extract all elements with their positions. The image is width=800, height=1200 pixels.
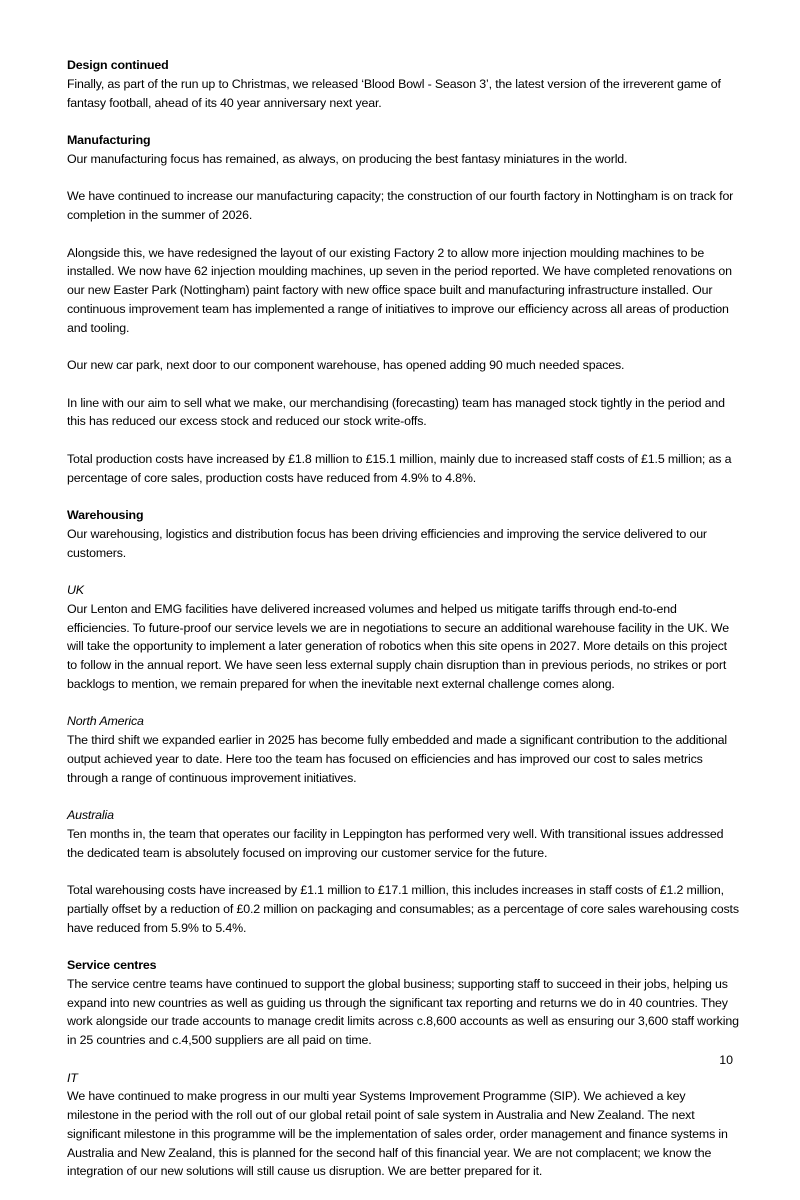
subsection-heading: North America xyxy=(67,714,144,729)
paragraph: The service centre teams have continued to support the global business; supporting staff to succeed in their jobs, helping us expand into new countries as well as guiding us through the significant tax reporting and returns we do in 40 countries. They work alongside our trade accounts to manage credit limits across c.8,600 accounts as well as ensuring our 3,600 staff working in 25 countries and c.4,500 suppliers are all paid on time. xyxy=(67,976,739,1047)
subsection-heading: UK xyxy=(67,583,84,597)
page-number: 10 xyxy=(719,1053,733,1067)
paragraph: Our new car park, next door to our component warehouse, has opened adding 90 much needed spaces. xyxy=(67,358,625,372)
paragraph: We have continued to make progress in our multi year Systems Improvement Programme (SIP). We achieved a key milestone in the period with the roll out of our global retail point of sale system in Australia and New Zealand. The next significant milestone in this programme will be the implementation of sales order, order management and finance systems in Australia and New Zealand, this is planned for the second half of this financial year. We are not complacent; we know the integration of our new solutions will still cause us disruption. We are better prepared for it. xyxy=(67,1089,728,1179)
subsection-uk xyxy=(67,581,739,694)
paragraph: Total production costs have increased by £1.8 million to £15.1 million, mainly due to increased staff costs of £1.5 million; as a percentage of core sales, production costs have reduced from 4.9% to 4.8%. xyxy=(67,451,732,485)
section-heading: Manufacturing xyxy=(67,133,151,147)
subsection-heading: IT xyxy=(67,1070,78,1085)
section-manufacturing xyxy=(67,131,739,169)
paragraph: Alongside this, we have redesigned the layout of our existing Factory 2 to allow more injection moulding machines to be installed. We now have 62 injection moulding machines, up seven in the period reported. We have completed renovations on our new Easter Park (Nottingham) paint factory with new office space built and manufacturing infrastructure installed. Our continuous improvement team has implemented a range of initiatives to improve our efficiency across all areas of production and tooling. xyxy=(67,245,732,335)
paragraph: We have continued to increase our manufacturing capacity; the construction of our fourth factory in Nottingham is on track for completion in the summer of 2026. xyxy=(67,189,734,222)
paragraph-block xyxy=(67,881,739,937)
paragraph: Our Lenton and EMG facilities have delivered increased volumes and helped us mitigate tariffs through end-to-end efficiencies. To future-proof our service levels we are in negotiations to secure an additional warehouse facility in the UK. We will take the opportunity to implement a later generation of robotics when this site opens in 2027. More details on this project to follow in the annual report. We have seen less external supply chain disruption than in previous periods, no strikes or port backlogs to mention, we remain prepared for when the inevitable next external challenge comes along. xyxy=(67,601,729,691)
subsection-australia xyxy=(67,806,739,862)
paragraph-block xyxy=(67,394,739,432)
section-heading: Warehousing xyxy=(67,508,144,522)
subsection-it xyxy=(67,1069,739,1182)
paragraph: Total warehousing costs have increased by £1.1 million to £17.1 million, this includes increases in staff costs of £1.2 million, partially offset by a reduction of £0.2 million on packaging and consumables; as a percentage of core sales warehousing costs have reduced from 5.9% to 5.4%. xyxy=(67,883,739,935)
paragraph: Finally, as part of the run up to Christmas, we released ‘Blood Bowl - Season 3’, the latest version of the irreverent game of fantasy football, ahead of its 40 year anniversary next year. xyxy=(67,76,721,110)
section-heading: Design continued xyxy=(67,58,169,72)
paragraph-block xyxy=(67,450,739,488)
section-service-centres xyxy=(67,956,739,1050)
paragraph-block xyxy=(67,187,739,225)
paragraph: Our warehousing, logistics and distribution focus has been driving efficiencies and improving the service delivered to our customers. xyxy=(67,526,707,560)
paragraph: The third shift we expanded earlier in 2025 has become fully embedded and made a significant contribution to the additional output achieved year to date. Here too the team has focused on efficiencies and has improved our cost to sales metrics through a range of continuous improvement initiatives. xyxy=(67,733,728,785)
section-design-continued xyxy=(67,56,739,112)
section-heading: Service centres xyxy=(67,958,157,972)
document-page xyxy=(67,56,739,1200)
subsection-heading: Australia xyxy=(67,808,114,822)
subsection-north-america xyxy=(67,712,739,787)
paragraph: Ten months in, the team that operates our facility in Leppington has performed very well. With transitional issues addressed the dedicated team is absolutely focused on improving our customer service for the future. xyxy=(67,826,724,860)
paragraph: In line with our aim to sell what we make, our merchandising (forecasting) team has managed stock tightly in the period and this has reduced our excess stock and reduced our stock write-offs. xyxy=(67,395,725,429)
paragraph: Our manufacturing focus has remained, as always, on producing the best fantasy miniatures in the world. xyxy=(67,151,628,166)
paragraph-block xyxy=(67,356,739,375)
section-warehousing xyxy=(67,506,739,562)
paragraph-block xyxy=(67,244,739,338)
